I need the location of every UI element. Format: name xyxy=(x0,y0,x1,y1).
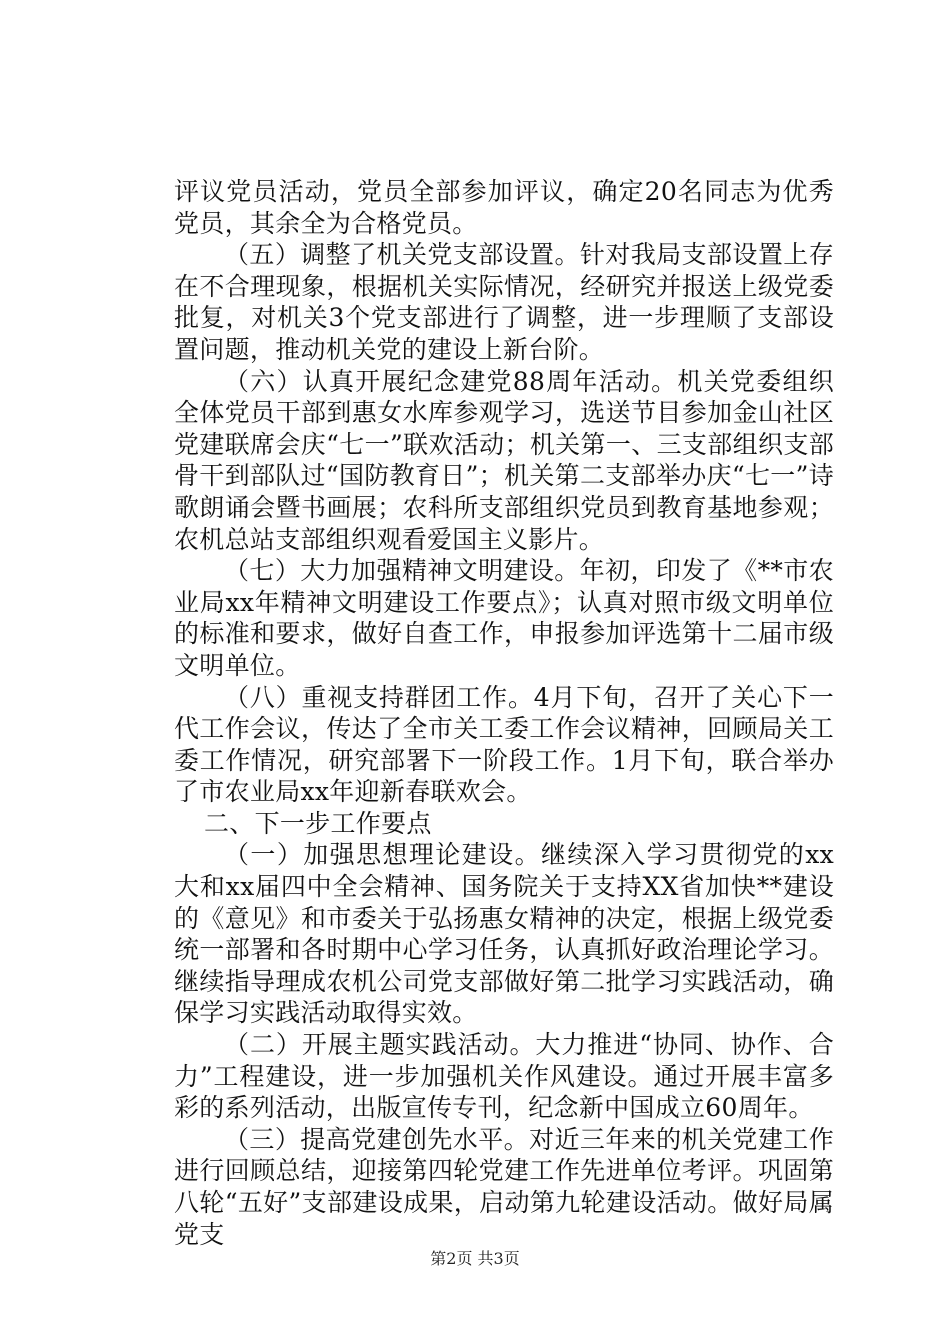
paragraph-continuation: 评议党员活动，党员全部参加评议，确定20名同志为优秀党员，其余全为合格党员。 xyxy=(174,177,834,238)
document-body xyxy=(174,176,834,1250)
paragraph-item-8: （八）重视支持群团工作。4月下旬，召开了关心下一代工作会议，传达了全市关工委工作会议精神，回顾局关工委工作情况，研究部署下一阶段工作。1月下旬，联合举办了市农业局xx年迎新春联欢会。 xyxy=(174,682,834,807)
paragraph-next-3: （三）提高党建创先水平。对近三年来的机关党建工作进行回顾总结，迎接第四轮党建工作先进单位考评。巩固第八轮“五好”支部建设成果，启动第九轮建设活动。做好局属党支 xyxy=(174,1124,834,1249)
paragraph-item-6: （六）认真开展纪念建党88周年活动。机关党委组织全体党员干部到惠女水库参观学习，选送节目参加金山社区党建联席会庆“七一”联欢活动；机关第一、三支部组织支部骨干到部队过“国防教育日”；机关第二支部举办庆“七一”诗歌朗诵会暨书画展；农科所支部组织党员到教育基地参观；农机总站支部组织观看爱国主义影片。 xyxy=(174,366,834,554)
paragraph-next-1: （一）加强思想理论建设。继续深入学习贯彻党的xx大和xx届四中全会精神、国务院关于支持XX省加快**建设的《意见》和市委关于弘扬惠女精神的决定，根据上级党委统一部署和各时期中心学习任务，认真抓好政治理论学习。继续指导理成农机公司党支部做好第二批学习实践活动，确保学习实践活动取得实效。 xyxy=(174,840,834,1028)
page-footer: 第2页 共3页 xyxy=(430,1249,520,1268)
section-heading-next-steps: 二、下一步工作要点 xyxy=(204,808,432,838)
paragraph-item-5: （五）调整了机关党支部设置。针对我局支部设置上存在不合理现象，根据机关实际情况，经研究并报送上级党委批复，对机关3个党支部进行了调整，进一步理顺了支部设置问题，推动机关党的建设上新台阶。 xyxy=(174,240,834,364)
paragraph-item-7: （七）大力加强精神文明建设。年初，印发了《**市农业局xx年精神文明建设工作要点》；认真对照市级文明单位的标准和要求，做好自查工作，申报参加评选第十二届市级文明单位。 xyxy=(174,556,834,680)
paragraph-next-2: （二）开展主题实践活动。大力推进“协同、协作、合力”工程建设，进一步加强机关作风建设。通过开展丰富多彩的系列活动，出版宣传专刊，纪念新中国成立60周年。 xyxy=(174,1030,834,1123)
